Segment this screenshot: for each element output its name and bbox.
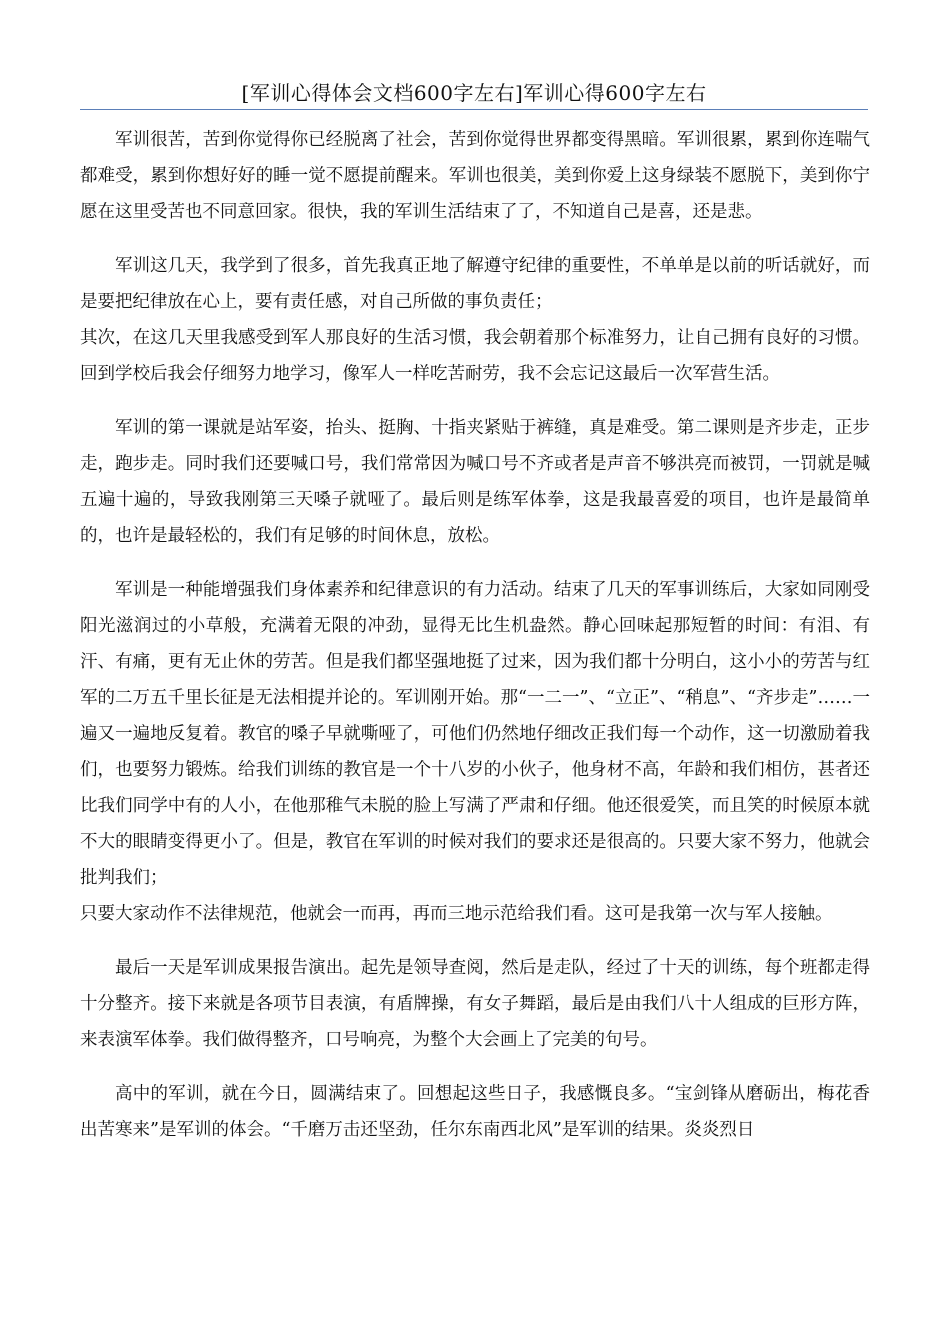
header-divider xyxy=(80,109,868,110)
paragraph: 其次，在这几天里我感受到军人那良好的生活习惯，我会朝着那个标准努力，让自己拥有良好的习惯。回到学校后我会仔细努力地学习，像军人一样吃苦耐劳，我不会忘记这最后一次军营生活。 xyxy=(80,328,870,384)
paragraph: 军训很苦，苦到你觉得你已经脱离了社会，苦到你觉得世界都变得黑暗。军训很累，累到你连喘气都难受，累到你想好好的睡一觉不愿提前醒来。军训也很美，美到你爱上这身绿装不愿脱下，美到你宁愿在这里受苦也不同意回家。很快，我的军训生活结束了了，不知道自己是喜，还是悲。 xyxy=(80,130,870,222)
paragraph: 高中的军训，就在今日，圆满结束了。回想起这些日子，我感慨良多。“宝剑锋从磨砺出，梅花香出苦寒来”是军训的体会。“千磨万击还坚劲，任尔东南西北风”是军训的结果。炎炎烈日 xyxy=(80,1084,870,1140)
paragraph: 只要大家动作不法律规范，他就会一而再，再而三地示范给我们看。这可是我第一次与军人接触。 xyxy=(80,904,833,924)
document-body xyxy=(80,122,870,1166)
paragraph: 军训是一种能增强我们身体素养和纪律意识的有力活动。结束了几天的军事训练后，大家如同刚受阳光滋润过的小草般，充满着无限的冲劲，显得无比生机盎然。静心回味起那短暂的时间：有泪、有汗、有痛，更有无止休的劳苦。但是我们都坚强地挺了过来，因为我们都十分明白，这小小的劳苦与红军的二万五千里长征是无法相提并论的。军训刚开始。那“一二一”、“立正”、“稍息”、“齐步走”……一遍又一遍地反复着。教官的嗓子早就嘶哑了，可他们仍然地仔细改正我们每一个动作，这一切激励着我们，也要努力锻炼。给我们训练的教官是一个十八岁的小伙子，他身材不高，年龄和我们相仿，甚者还比我们同学中有的人小，在他那稚气未脱的脸上写满了严肃和仔细。他还很爱笑，而且笑的时候原本就不大的眼睛变得更小了。但是，教官在军训的时候对我们的要求还是很高的。只要大家不努力，他就会批判我们； xyxy=(80,580,870,888)
paragraph: 最后一天是军训成果报告演出。起先是领导查阅，然后是走队，经过了十天的训练，每个班都走得十分整齐。接下来就是各项节目表演，有盾牌操，有女子舞蹈，最后是由我们八十人组成的巨形方阵，来表演军体拳。我们做得整齐，口号响亮，为整个大会画上了完美的句号。 xyxy=(80,958,870,1050)
paragraph: 军训这几天，我学到了很多，首先我真正地了解遵守纪律的重要性，不单单是以前的听话就好，而是要把纪律放在心上，要有责任感，对自己所做的事负责任； xyxy=(80,256,870,312)
page-header-title: [军训心得体会文档600字左右]军训心得600字左右 xyxy=(241,81,707,105)
paragraph: 军训的第一课就是站军姿，抬头、挺胸、十指夹紧贴于裤缝，真是难受。第二课则是齐步走，正步走，跑步走。同时我们还要喊口号，我们常常因为喊口号不齐或者是声音不够洪亮而被罚，一罚就是喊五遍十遍的，导致我刚第三天嗓子就哑了。最后则是练军体拳，这是我最喜爱的项目，也许是最简单的，也许是最轻松的，我们有足够的时间休息，放松。 xyxy=(80,418,870,546)
